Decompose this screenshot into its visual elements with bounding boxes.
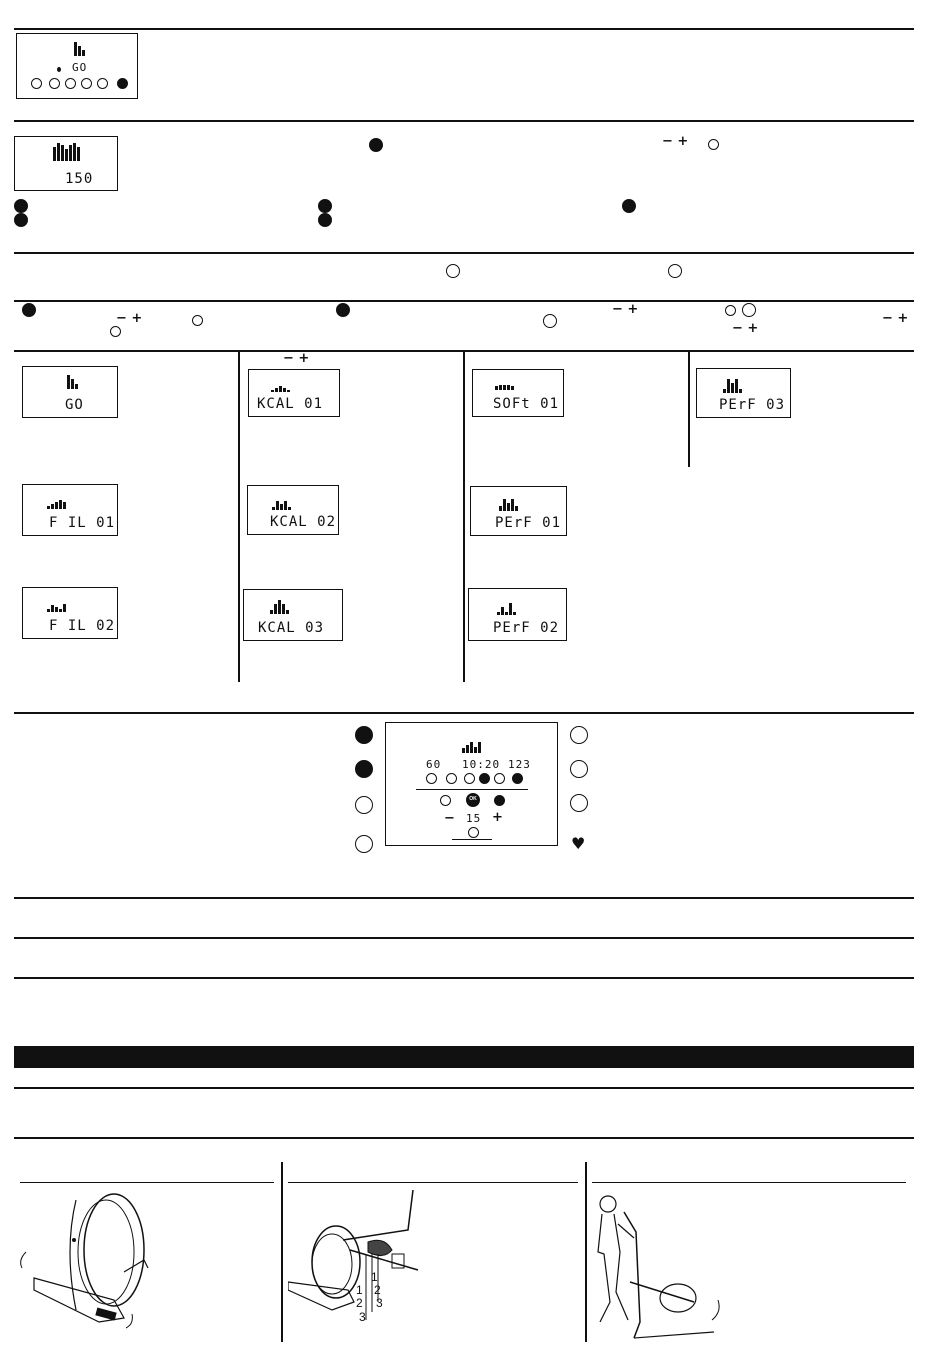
divider xyxy=(14,937,914,939)
lcd-go-console xyxy=(16,33,138,99)
speed-icon xyxy=(426,773,437,784)
divider xyxy=(14,120,914,122)
column-divider xyxy=(463,352,465,682)
column-divider xyxy=(688,352,690,467)
minus-plus-label: − + xyxy=(732,321,759,336)
minus-plus-label: − + xyxy=(116,311,143,326)
ok-icon xyxy=(110,326,121,337)
stabilizer-illustration xyxy=(14,1190,164,1330)
section-header-bar xyxy=(14,1046,914,1068)
heart-icon xyxy=(81,78,92,89)
heart-icon xyxy=(14,199,28,213)
heart-icon xyxy=(318,199,332,213)
minus-plus-label: − + xyxy=(612,302,639,317)
lcd-program-kcal03 xyxy=(243,589,343,641)
program-readout: KCAL 02 xyxy=(270,514,337,530)
apple-icon xyxy=(355,726,373,744)
column-divider xyxy=(238,352,240,682)
divider xyxy=(14,712,914,714)
program-button[interactable] xyxy=(494,795,505,806)
calorie-icon xyxy=(570,794,588,812)
lcd-program-perf02 xyxy=(468,588,567,641)
program-readout: PErF 01 xyxy=(495,515,562,531)
program-readout: PErF 02 xyxy=(493,620,560,636)
program-readout: KCAL 03 xyxy=(258,620,325,636)
divider xyxy=(14,300,914,302)
stride-icon xyxy=(570,760,588,778)
heart-rate-readout: 150 xyxy=(65,171,94,187)
program-readout: PErF 03 xyxy=(719,397,786,413)
heart-icon xyxy=(479,773,490,784)
back-button[interactable] xyxy=(440,795,451,806)
part-number: 2 xyxy=(356,1296,363,1310)
stride-icon xyxy=(543,314,557,328)
divider xyxy=(14,977,914,979)
apple-icon xyxy=(512,773,523,784)
lcd-program-kcal01 xyxy=(248,369,340,417)
divider xyxy=(14,1137,914,1139)
minus-button[interactable]: − xyxy=(444,811,455,826)
calorie-icon xyxy=(468,827,479,838)
clock-icon xyxy=(464,773,475,784)
divider xyxy=(14,28,914,30)
stride-icon xyxy=(494,773,505,784)
speed-icon xyxy=(355,796,373,814)
heart-dots xyxy=(53,143,83,161)
minus-plus-label: − + xyxy=(283,351,310,366)
ok-icon xyxy=(725,305,736,316)
part-number: 1 xyxy=(356,1283,363,1297)
user-on-elliptical-illustration xyxy=(594,1192,734,1340)
column-divider xyxy=(281,1162,283,1342)
heart-solid-icon: ♥ xyxy=(571,834,586,853)
panel-rule xyxy=(288,1182,578,1183)
back-icon xyxy=(446,264,460,278)
clock-icon xyxy=(65,78,76,89)
console-panel xyxy=(385,722,558,846)
console-divider xyxy=(452,839,492,840)
heart-icon xyxy=(622,199,636,213)
panel-rule xyxy=(592,1182,906,1183)
lcd-program-fit02 xyxy=(22,587,118,639)
program-readout: SOFt 01 xyxy=(493,396,560,412)
divider xyxy=(14,1087,914,1089)
ok-icon xyxy=(708,139,719,150)
divider xyxy=(14,252,914,254)
console-time-value: 10:20 xyxy=(462,758,501,771)
console-right-value: 123 xyxy=(508,758,531,771)
distance-icon xyxy=(446,773,457,784)
apple-icon xyxy=(117,78,128,89)
distance-icon xyxy=(570,726,588,744)
heart-icon xyxy=(369,138,383,152)
lcd-program-perf01 xyxy=(470,486,567,536)
lcd-heart-rate xyxy=(14,136,118,191)
console-level-value: 15 xyxy=(466,812,482,825)
heart-icon xyxy=(14,213,28,227)
stride-icon xyxy=(97,78,108,89)
plus-button[interactable]: + xyxy=(492,810,503,825)
lcd-program-go xyxy=(22,366,118,418)
console-divider xyxy=(416,789,528,790)
program-icon xyxy=(22,303,36,317)
column-divider xyxy=(585,1162,587,1342)
ok-button[interactable]: OK xyxy=(466,793,480,807)
part-number: 1 xyxy=(371,1270,378,1284)
minus-plus-label: − + xyxy=(662,134,689,149)
speed-icon xyxy=(31,78,42,89)
lcd-program-fit01 xyxy=(22,484,118,536)
panel-rule xyxy=(20,1182,274,1183)
heart-icon xyxy=(355,760,373,778)
heart-icon xyxy=(318,213,332,227)
go-dot xyxy=(57,67,61,72)
go-readout: GO xyxy=(72,61,88,74)
program-readout: GO xyxy=(65,397,84,413)
part-number: 2 xyxy=(374,1283,381,1297)
back-icon xyxy=(668,264,682,278)
arrow-dots xyxy=(74,42,88,56)
clock-icon xyxy=(355,835,373,853)
part-number: 3 xyxy=(359,1310,366,1324)
program-icon xyxy=(336,303,350,317)
ok-icon xyxy=(192,315,203,326)
distance-icon xyxy=(49,78,60,89)
console-left-value: 60 xyxy=(426,758,442,771)
lcd-program-perf03 xyxy=(696,368,791,418)
minus-plus-label: − + xyxy=(882,311,909,326)
clock-icon xyxy=(742,303,756,317)
lcd-program-kcal02 xyxy=(247,485,339,535)
program-readout: F IL 02 xyxy=(49,618,116,634)
program-readout: F IL 01 xyxy=(49,515,116,531)
program-readout: KCAL 01 xyxy=(257,396,324,412)
lcd-program-soft01 xyxy=(472,369,564,417)
divider xyxy=(14,897,914,899)
part-number: 3 xyxy=(376,1296,383,1310)
